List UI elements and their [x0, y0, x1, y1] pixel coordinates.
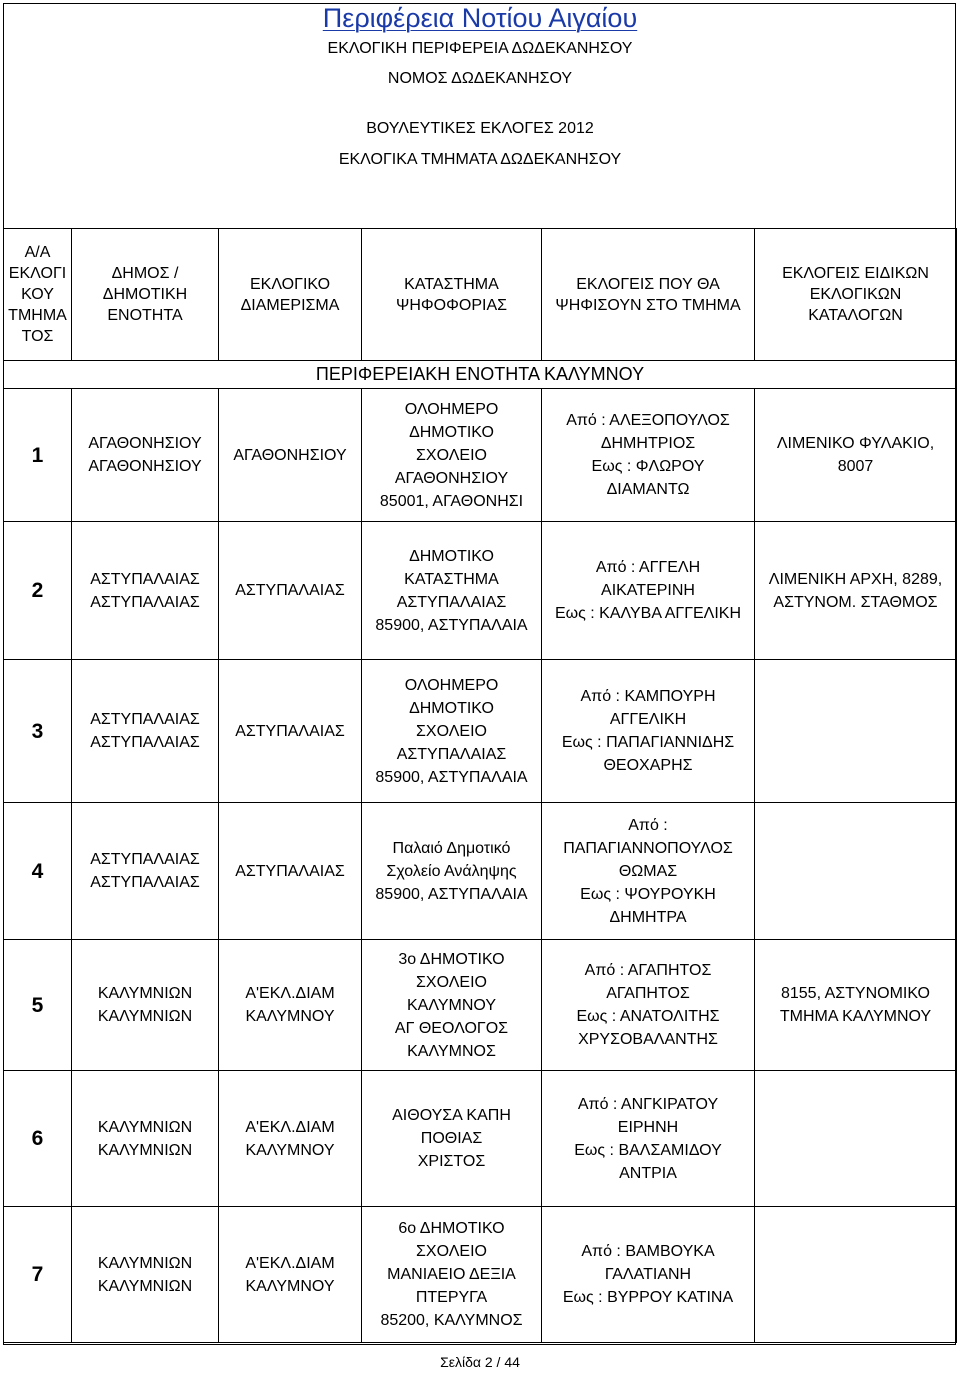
municipality-cell: ΑΣΤΥΠΑΛΑΙΑΣ ΑΣΤΥΠΑΛΑΙΑΣ — [72, 660, 219, 803]
polling-station-cell: Παλαιό Δημοτικό Σχολείο Ανάληψης 85900, ΑΣΤΥΠΑΛΑΙΑ — [362, 803, 542, 940]
municipality-cell: ΚΑΛΥΜΝΙΩΝ ΚΑΛΥΜΝΙΩΝ — [72, 1071, 219, 1207]
col-header-municipality: ΔΗΜΟΣ / ΔΗΜΟΤΙΚΗ ΕΝΟΤΗΤΑ — [72, 229, 219, 361]
page-title: Περιφέρεια Νοτίου Αιγαίου — [322, 3, 638, 33]
section-number: 2 — [4, 522, 72, 660]
section-number: 6 — [4, 1071, 72, 1207]
municipality-cell: ΚΑΛΥΜΝΙΩΝ ΚΑΛΥΜΝΙΩΝ — [72, 940, 219, 1071]
district-cell: Α'ΕΚΛ.ΔΙΑΜ ΚΑΛΥΜΝΟΥ — [219, 940, 362, 1071]
table-row — [4, 1071, 957, 1207]
election-heading: ΒΟΥΛΕΥΤΙΚΕΣ ΕΚΛΟΓΕΣ 2012 — [366, 120, 594, 137]
voters-range-cell: Από : ΑΓΓΕΛΗ ΑΙΚΑΤΕΡΙΝΗ Εως : ΚΑΛΥΒΑ ΑΓΓΕΛΙΚΗ — [542, 522, 755, 660]
polling-station-cell: ΔΗΜΟΤΙΚΟ ΚΑΤΑΣΤΗΜΑ ΑΣΤΥΠΑΛΑΙΑΣ 85900, ΑΣΤΥΠΑΛΑΙΑ — [362, 522, 542, 660]
sections-heading: ΕΚΛΟΓΙΚΑ ΤΜΗΜΑΤΑ ΔΩΔΕΚΑΝΗΣΟΥ — [338, 151, 622, 168]
municipality-cell: ΚΑΛΥΜΝΙΩΝ ΚΑΛΥΜΝΙΩΝ — [72, 1207, 219, 1343]
col-header-special-lists: ΕΚΛΟΓΕΙΣ ΕΙΔΙΚΩΝ ΕΚΛΟΓΙΚΩΝ ΚΑΤΑΛΟΓΩΝ — [755, 229, 957, 361]
page-number: Σελίδα 2 / 44 — [440, 1354, 520, 1370]
district-cell: ΑΓΑΘΟΝΗΣΙΟΥ — [219, 389, 362, 522]
col-header-section-number: Α/Α ΕΚΛΟΓΙ ΚΟΥ ΤΜΗΜΑ ΤΟΣ — [4, 229, 72, 361]
table-row — [4, 1207, 957, 1343]
district-cell: Α'ΕΚΛ.ΔΙΑΜ ΚΑΛΥΜΝΟΥ — [219, 1207, 362, 1343]
polling-station-cell: ΑΙΘΟΥΣΑ ΚΑΠΗ ΠΟΘΙΑΣ ΧΡΙΣΤΟΣ — [362, 1071, 542, 1207]
table-row — [4, 389, 957, 522]
special-lists-cell — [755, 1071, 957, 1207]
table-row — [4, 522, 957, 660]
col-header-polling-station: ΚΑΤΑΣΤΗΜΑ ΨΗΦΟΦΟΡΙΑΣ — [362, 229, 542, 361]
col-header-electoral-district: ΕΚΛΟΓΙΚΟ ΔΙΑΜΕΡΙΣΜΑ — [219, 229, 362, 361]
special-lists-cell — [755, 803, 957, 940]
municipality-cell: ΑΣΤΥΠΑΛΑΙΑΣ ΑΣΤΥΠΑΛΑΙΑΣ — [72, 522, 219, 660]
voters-range-cell: Από : ΠΑΠΑΓΙΑΝΝΟΠΟΥΛΟΣ ΘΩΜΑΣ Εως : ΨΟΥΡΟΥΚΗ ΔΗΜΗΤΡΑ — [542, 803, 755, 940]
section-number: 4 — [4, 803, 72, 940]
section-number: 5 — [4, 940, 72, 1071]
district-cell: ΑΣΤΥΠΑΛΑΙΑΣ — [219, 660, 362, 803]
table-row — [4, 803, 957, 940]
district-cell: ΑΣΤΥΠΑΛΑΙΑΣ — [219, 522, 362, 660]
table-row — [4, 660, 957, 803]
section-number: 7 — [4, 1207, 72, 1343]
voters-range-cell: Από : ΒΑΜΒΟΥΚΑ ΓΑΛΑΤΙΑΝΗ Εως : ΒΥΡΡΟΥ ΚΑΤΙΝΑ — [542, 1207, 755, 1343]
polling-stations-table — [3, 228, 957, 1343]
polling-station-cell: 3ο ΔΗΜΟΤΙΚΟ ΣΧΟΛΕΙΟ ΚΑΛΥΜΝΟΥ ΑΓ ΘΕΟΛΟΓΟΣ ΚΑΛΥΜΝΟΣ — [362, 940, 542, 1071]
region-label: ΠΕΡΙΦΕΡΕΙΑΚΗ ΕΝΟΤΗΤΑ ΚΑΛΥΜΝΟΥ — [4, 361, 957, 389]
special-lists-cell: ΛΙΜΕΝΙΚΟ ΦΥΛΑΚΙΟ, 8007 — [755, 389, 957, 522]
special-lists-cell — [755, 660, 957, 803]
prefecture-heading: ΝΟΜΟΣ ΔΩΔΕΚΑΝΗΣΟΥ — [387, 70, 573, 87]
col-header-voters: ΕΚΛΟΓΕΙΣ ΠΟΥ ΘΑ ΨΗΦΙΣΟΥΝ ΣΤΟ ΤΜΗΜΑ — [542, 229, 755, 361]
polling-station-cell: ΟΛΟΗΜΕΡΟ ΔΗΜΟΤΙΚΟ ΣΧΟΛΕΙΟ ΑΓΑΘΟΝΗΣΙΟΥ 85001, ΑΓΑΘΟΝΗΣΙ — [362, 389, 542, 522]
region-row — [4, 361, 957, 389]
section-number: 1 — [4, 389, 72, 522]
section-number: 3 — [4, 660, 72, 803]
municipality-cell: ΑΣΤΥΠΑΛΑΙΑΣ ΑΣΤΥΠΑΛΑΙΑΣ — [72, 803, 219, 940]
district-cell: ΑΣΤΥΠΑΛΑΙΑΣ — [219, 803, 362, 940]
polling-station-cell: ΟΛΟΗΜΕΡΟ ΔΗΜΟΤΙΚΟ ΣΧΟΛΕΙΟ ΑΣΤΥΠΑΛΑΙΑΣ 85900, ΑΣΤΥΠΑΛΑΙΑ — [362, 660, 542, 803]
polling-station-cell: 6ο ΔΗΜΟΤΙΚΟ ΣΧΟΛΕΙΟ ΜΑΝΙΑΕΙΟ ΔΕΞΙΑ ΠΤΕΡΥΓΑ 85200, ΚΑΛΥΜΝΟΣ — [362, 1207, 542, 1343]
district-cell: Α'ΕΚΛ.ΔΙΑΜ ΚΑΛΥΜΝΟΥ — [219, 1071, 362, 1207]
municipality-cell: ΑΓΑΘΟΝΗΣΙΟΥ ΑΓΑΘΟΝΗΣΙΟΥ — [72, 389, 219, 522]
voters-range-cell: Από : ΑΓΑΠΗΤΟΣ ΑΓΑΠΗΤΟΣ Εως : ΑΝΑΤΟΛΙΤΗΣ ΧΡΥΣΟΒΑΛΑΝΤΗΣ — [542, 940, 755, 1071]
voters-range-cell: Από : ΑΝΓΚΙΡΑΤΟΥ ΕΙΡΗΝΗ Εως : ΒΑΛΣΑΜΙΔΟΥ ΑΝΤΡΙΑ — [542, 1071, 755, 1207]
voters-range-cell: Από : ΚΑΜΠΟΥΡΗ ΑΓΓΕΛΙΚΗ Εως : ΠΑΠΑΓΙΑΝΝΙΔΗΣ ΘΕΟΧΑΡΗΣ — [542, 660, 755, 803]
special-lists-cell: 8155, ΑΣΤΥΝΟΜΙΚΟ ΤΜΗΜΑ ΚΑΛΥΜΝΟΥ — [755, 940, 957, 1071]
table-header-row — [4, 229, 957, 361]
table-row — [4, 940, 957, 1071]
special-lists-cell — [755, 1207, 957, 1343]
voters-range-cell: Από : ΑΛΕΞΟΠΟΥΛΟΣ ΔΗΜΗΤΡΙΟΣ Εως : ΦΛΩΡΟΥ ΔΙΑΜΑΝΤΩ — [542, 389, 755, 522]
electoral-region-heading: ΕΚΛΟΓΙΚΗ ΠΕΡΙΦΕΡΕΙΑ ΔΩΔΕΚΑΝΗΣΟΥ — [327, 40, 633, 57]
special-lists-cell: ΛΙΜΕΝΙΚΗ ΑΡΧΗ, 8289, ΑΣΤΥΝΟΜ. ΣΤΑΘΜΟΣ — [755, 522, 957, 660]
